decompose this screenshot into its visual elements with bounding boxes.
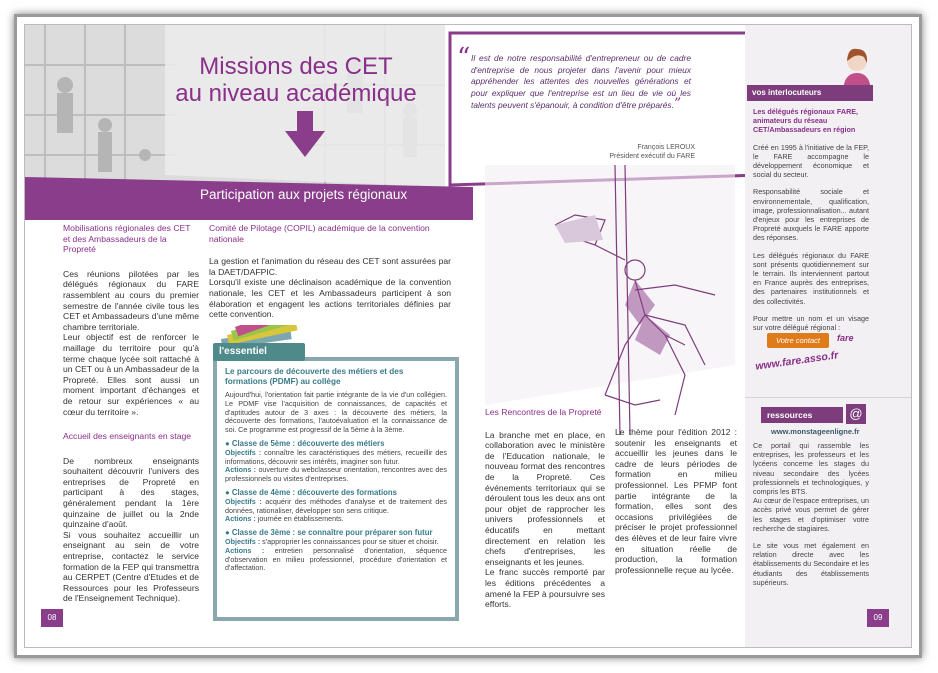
paragraph: Le franc succès remporté par les éditions précédentes a amené la FEP à poursuivre ses efforts. [485,567,605,610]
classe-4-title: ● Classe de 4ème : découverte des formations [225,487,397,497]
divider [745,397,912,398]
essentiel-content [225,367,447,573]
heading-accueil: Accueil des enseignants en stage [63,431,192,442]
essentiel-label: l'essentiel [213,343,305,361]
column-theme-2012 [615,427,737,575]
paragraph: De nombreux enseignants souhaitent découvrir l'univers des entreprises de Propreté en participant à des stages, généralement pendant la 1ère quinzaine de juillet ou la 2nde quinzaine d'août. [63,455,199,530]
classe-5-objectifs: Objectifs : connaître les caractéristiques des métiers, recueillir des informations, découvrir ses intérêts, imaginer son futur. [225,447,447,466]
monstage-url-link[interactable]: www.monstageenligne.fr [771,427,860,436]
paragraph: Lorsqu'il existe une déclinaison académique de la convention nationale, les CET et les Ambassadeurs participent à son élaboration et engagent les actions territoriales définies par cette convention. [209,277,451,320]
fare-logo: fare [837,333,854,343]
essentiel-heading: Le parcours de découverte des métiers et des formations (PDMF) au collège [225,367,404,386]
contact-button[interactable]: Votre contact [767,333,829,348]
paragraph: Leur objectif est de renforcer le maillage du territoire pour qu'à terme chaque lycée soit rattaché à un CET ou à un Ambassadeur de la Propreté. Elles sont aussi un moment important d'échanges et de retour sur expériences « au cœur du territoire ». [63,332,199,417]
classe-3-actions: Actions : entretien personnalisé d'orientation, séquence d'observation en milieu professionnel, procédure d'orientation et d'affectation. [225,545,447,573]
paragraph: Le thème pour l'édition 2012 : soutenir les enseignants et accueillir les jeunes dans le cadre de leurs périodes de formation en milieu professionnel. Les PFMP font partie intégrante de la formation, elles sont des occasions privilégiées de préciser le projet professionnel des élèves et de leur faire vivre en situation réelle de production, la formation professionnelle reçue au lycée. [615,427,737,575]
column-middle [209,223,451,320]
sidebar-paragraph: Au cœur de l'espace entreprises, un accès privé vous permet de gérer les stages et d'optimiser votre recherche de stagiaires. [753,496,869,533]
classe-5-title: ● Classe de 5ème : découverte des métiers [225,438,385,448]
at-sign-icon: @ [846,404,866,424]
tab-vos-interlocuteurs: vos interlocuteurs [747,85,873,101]
ressources-text [753,441,869,587]
climber-illustration [485,165,735,435]
fare-url-link[interactable]: www.fare.asso.fr [754,349,840,373]
sidebar-paragraph: Créé en 1995 à l'initiative de la FEP, le FARE accompagne le développement économique et social du secteur. [753,142,869,180]
classe-4-actions: Actions : journée en établissements. [225,514,344,524]
heading-mobilisations: Mobilisations régionales des CET et des Ambassadeurs de la Propreté [63,223,191,255]
sidebar-paragraph: Ce portail qui rassemble les entreprises, les professeurs et les lycéens concerne les stages du niveau secondaire des lycées professionnels et technologiques, y compris les BTS. [753,441,869,497]
column-rencontres [485,407,605,610]
section-title: Participation aux projets régionaux [200,187,408,202]
page-title: Missions des CET au niveau académique [175,53,417,107]
classe-4-objectifs: Objectifs : acquérir des méthodes d'analyse et de traitement des données, rationaliser, développer son sens critique. [225,496,447,515]
sidebar-heading: Les délégués régionaux FARE, animateurs du réseau CET/Ambassadeurs en région [753,107,859,135]
quote-author: François LEROUX Président exécutif du FARE [609,144,695,160]
essentiel-intro: Aujourd'hui, l'orientation fait partie intégrante de la vie d'un collégien. Le PDMF vise l'acquisition de connaissances, de capacités et d'aptitudes autour de 3 axes : la découverte des métiers, la découverte des formations, l'autoévaluation et la connaissance de soi. Ce programme est progressif de la 5ème à la 3ème. [225,390,447,435]
page-number-left: 08 [41,609,63,627]
classe-3-title: ● Classe de 3ème : se connaître pour préparer son futur [225,528,433,538]
sidebar-paragraph: Pour mettre un nom et un visage sur votre délégué régional : [753,313,869,333]
classe-5-actions: Actions : ouverture du webclasseur orientation, rencontres avec des professionnels ou visites d'entreprises. [225,465,448,484]
classe-3-objectifs: Objectifs : s'approprier les connaissances pour se situer et choisir. [225,536,439,546]
page-number-right: 09 [867,609,889,627]
spread [24,24,912,648]
paragraph: Ces réunions pilotées par les délégués régionaux du FARE rassemblent au cours du premier semestre de l'année civile tous les CET et Ambassadeurs d'une même chambre territoriale. [63,268,199,332]
quote-text: Il est de notre responsabilité d'entrepreneur ou de cadre d'entreprise de nous projeter dans l'avenir pour mieux appréhender les attentes des nouvelles générations et pour expliquer que l'entreprise est un lieu de vie où les talents peuvent s'épanouir, à condition d'être préparés.” [471,53,691,112]
paragraph: La gestion et l'animation du réseau des CET sont assurées par la DAET/DAFPIC. [209,256,451,277]
arrow-down-icon [285,111,325,157]
paragraph: La branche met en place, en collaboration avec le ministère de l'Education nationale, le nouveau format des rencontres de la Propreté. Ces événements territoriaux qui se déroulent tous les deux ans ont pour objet de rapprocher les univers professionnels et éducatifs en mettant directement en relation les chefs d'entreprises, les enseignants et les jeunes. [485,429,605,567]
paragraph: Si vous souhaitez accueillir un enseignant au sein de votre entreprise, contactez le service formation de la FEP qui transmettra au CERPET (Centre d'Etudes et de Ressources pour les Professeurs de l'Enseignement Technique). [63,529,199,604]
sidebar-text [753,107,869,332]
quote-open-mark: “ [457,43,471,73]
sidebar-paragraph: Les délégués régionaux du FARE sont présents quotidiennement sur le terrain. Ils interviennent partout en France auprès des entreprises, des partenaires institutionnels et des collectivités. [753,250,869,306]
tab-ressources: ressources [761,407,843,423]
column-left [63,223,199,604]
sidebar-paragraph: Le site vous met également en relation directe avec les établissements du Secondaire et les étudiants des établissements supérieurs. [753,541,869,587]
heading-copil: Comité de Pilotage (COPIL) académique de la convention nationale [209,223,430,244]
heading-rencontres: Les Rencontres de la Propreté [485,407,602,417]
sidebar-paragraph: Responsabilité sociale et environnementale, qualification, image, professionnalisation... autant d'enjeux pour les entreprises de Propreté auxquels le FARE apporte des réponses. [753,187,869,243]
